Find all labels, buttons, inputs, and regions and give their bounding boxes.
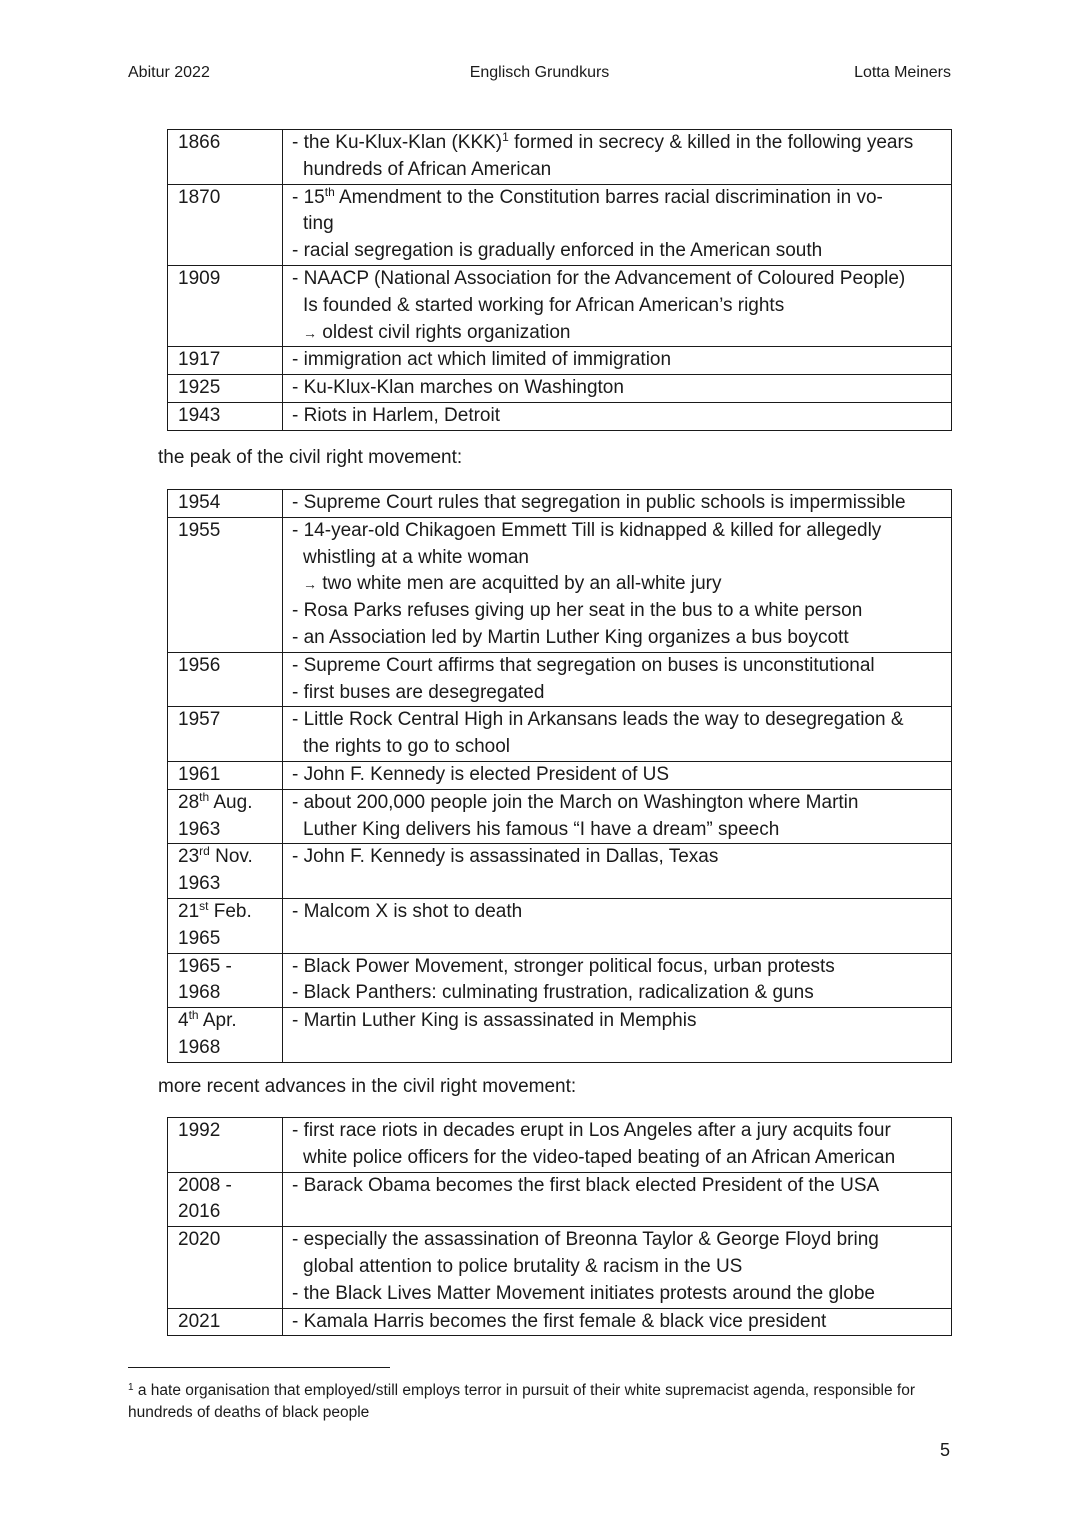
timeline-row	[168, 184, 952, 265]
event-line: global attention to police brutality & racism in the US	[303, 1255, 743, 1277]
timeline-row	[168, 1118, 952, 1173]
year-cell	[168, 1172, 283, 1227]
year-cell	[168, 265, 283, 346]
event-line: - Little Rock Central High in Arkansans leads the way to desegregation &	[292, 709, 904, 731]
year-line: 1965 -	[178, 955, 232, 977]
event-cell	[283, 265, 952, 346]
timeline-row	[168, 761, 952, 789]
year-cell	[168, 652, 283, 707]
year-line: 1870	[178, 186, 221, 208]
event-cell	[283, 1227, 952, 1308]
year-cell	[168, 789, 283, 844]
timeline-row	[168, 490, 952, 518]
year-cell	[168, 130, 283, 185]
event-line: Luther King delivers his famous “I have a dream” speech	[303, 818, 780, 840]
year-line: 2021	[178, 1310, 221, 1332]
timeline-table-recent	[167, 1117, 952, 1336]
section-title-recent: more recent advances in the civil right movement:	[158, 1076, 577, 1097]
event-line: whistling at a white woman	[303, 546, 529, 568]
year-cell	[168, 1227, 283, 1308]
year-cell	[168, 1008, 283, 1063]
header-center: Englisch Grundkurs	[469, 64, 610, 81]
timeline-row	[168, 789, 952, 844]
event-line: - Ku-Klux-Klan marches on Washington	[292, 377, 624, 399]
event-line: - John F. Kennedy is elected President of US	[292, 763, 670, 785]
arrow-right-icon: →	[303, 576, 317, 593]
event-cell	[283, 130, 952, 185]
year-cell	[168, 517, 283, 652]
timeline-row	[168, 265, 952, 346]
year-line: 2008 -	[178, 1174, 232, 1196]
year-line: 21st Feb.	[178, 898, 252, 922]
year-cell	[168, 347, 283, 375]
year-cell	[168, 761, 283, 789]
timeline-row	[168, 517, 952, 652]
event-cell	[283, 953, 952, 1008]
event-line: - Black Panthers: culminating frustration, radicalization & guns	[292, 982, 814, 1004]
event-line: - Supreme Court rules that segregation in public schools is impermissible	[292, 492, 906, 513]
event-line: - first buses are desegregated	[292, 681, 545, 703]
event-line: white police officers for the video-taped beating of an African American	[303, 1146, 896, 1168]
timeline-row	[168, 1308, 952, 1336]
timeline-row	[168, 652, 952, 707]
event-line: - about 200,000 people join the March on Washington where Martin	[292, 791, 859, 813]
year-line: 1963	[178, 818, 221, 840]
year-line: 28th Aug.	[178, 789, 253, 813]
year-cell	[168, 707, 283, 762]
footnote-divider	[128, 1367, 390, 1368]
event-cell	[283, 761, 952, 789]
arrow-right-icon: →	[303, 324, 317, 341]
event-cell	[283, 1008, 952, 1063]
year-line: 1917	[178, 349, 221, 371]
timeline-table-peak	[167, 489, 952, 1063]
event-line: - John F. Kennedy is assassinated in Dallas, Texas	[292, 846, 719, 868]
timeline-table-early	[167, 129, 952, 431]
event-line: - an Association led by Martin Luther King organizes a bus boycott	[292, 626, 849, 648]
year-line: 1955	[178, 519, 221, 541]
event-line: - Barack Obama becomes the first black elected President of the USA	[292, 1174, 880, 1196]
event-line: → oldest civil rights organization	[303, 321, 571, 343]
event-cell	[283, 402, 952, 430]
event-line: - NAACP (National Association for the Advancement of Coloured People)	[292, 267, 906, 289]
timeline-row	[168, 130, 952, 185]
timeline-row	[168, 347, 952, 375]
superscript: th	[199, 789, 210, 804]
event-line: → two white men are acquitted by an all-white jury	[303, 573, 722, 595]
year-cell	[168, 1118, 283, 1173]
timeline-row	[168, 1008, 952, 1063]
year-line: 1925	[178, 377, 221, 399]
page-number: 5	[940, 1440, 951, 1460]
event-line: - racial segregation is gradually enforced in the American south	[292, 240, 823, 262]
year-cell	[168, 375, 283, 403]
footnote-mark: 1	[128, 1382, 134, 1393]
year-cell	[168, 844, 283, 899]
superscript: st	[199, 898, 209, 913]
timeline-row	[168, 844, 952, 899]
timeline-row	[168, 375, 952, 403]
event-line: - especially the assassination of Breonna Taylor & George Floyd bring	[292, 1229, 879, 1251]
event-line: ting	[303, 213, 334, 235]
section-title-peak: the peak of the civil right movement:	[158, 447, 463, 468]
timeline-row	[168, 898, 952, 953]
event-cell	[283, 517, 952, 652]
event-line: - immigration act which limited of immigration	[292, 349, 672, 371]
year-line: 1866	[178, 132, 221, 153]
year-line: 2020	[178, 1229, 221, 1251]
year-cell	[168, 953, 283, 1008]
footnote	[128, 1380, 958, 1424]
event-line: - Martin Luther King is assassinated in Memphis	[292, 1010, 697, 1032]
year-line: 1957	[178, 709, 221, 731]
event-line: - Kamala Harris becomes the first female & black vice president	[292, 1310, 827, 1332]
superscript: 1	[502, 130, 509, 144]
event-line: the rights to go to school	[303, 736, 511, 758]
event-line: hundreds of African American	[303, 158, 552, 180]
year-line: 1954	[178, 492, 221, 513]
superscript: th	[188, 1008, 199, 1023]
event-cell	[283, 652, 952, 707]
event-cell	[283, 844, 952, 899]
event-cell	[283, 789, 952, 844]
timeline-row	[168, 1227, 952, 1308]
event-cell	[283, 490, 952, 518]
event-cell	[283, 347, 952, 375]
event-line: - Black Power Movement, stronger political focus, urban protests	[292, 955, 835, 977]
event-line: - 14-year-old Chikagoen Emmett Till is kidnapped & killed for allegedly	[292, 519, 882, 541]
event-cell	[283, 375, 952, 403]
event-line: - Riots in Harlem, Detroit	[292, 404, 500, 426]
footnote-text: a hate organisation that employed/still employs terror in pursuit of their white supremacist agenda, responsible for hundreds of deaths of black people	[128, 1382, 915, 1421]
year-line: 1968	[178, 982, 221, 1004]
event-line: - first race riots in decades erupt in Los Angeles after a jury acquits four	[292, 1120, 891, 1141]
year-cell	[168, 184, 283, 265]
year-line: 1992	[178, 1120, 221, 1141]
year-cell	[168, 1308, 283, 1336]
event-line: - Supreme Court affirms that segregation on buses is unconstitutional	[292, 654, 875, 676]
event-line: - Malcom X is shot to death	[292, 900, 523, 922]
year-line: 2016	[178, 1201, 221, 1223]
year-line: 1909	[178, 267, 221, 289]
event-cell	[283, 707, 952, 762]
event-line: - the Black Lives Matter Movement initiates protests around the globe	[292, 1282, 875, 1304]
timeline-row	[168, 707, 952, 762]
year-line: 1963	[178, 873, 221, 895]
superscript: rd	[199, 844, 210, 859]
timeline-row	[168, 402, 952, 430]
year-line: 4th Apr.	[178, 1008, 237, 1032]
year-line: 1965	[178, 927, 221, 949]
event-cell	[283, 898, 952, 953]
year-cell	[168, 402, 283, 430]
event-cell	[283, 1308, 952, 1336]
event-cell	[283, 1118, 952, 1173]
event-line: - the Ku-Klux-Klan (KKK)$^1$ formed in secrecy & killed in the following years	[292, 130, 914, 153]
year-line: 23rd Nov.	[178, 844, 253, 868]
timeline-row	[168, 953, 952, 1008]
event-line: Is founded & started working for African American’s rights	[303, 294, 785, 316]
year-cell	[168, 898, 283, 953]
event-cell	[283, 184, 952, 265]
year-line: 1943	[178, 404, 221, 426]
superscript: th	[324, 184, 335, 199]
header-right: Lotta Meiners	[854, 64, 951, 81]
year-line: 1956	[178, 654, 221, 676]
year-cell	[168, 490, 283, 518]
year-line: 1968	[178, 1036, 221, 1058]
event-line: - Rosa Parks refuses giving up her seat in the bus to a white person	[292, 600, 863, 622]
event-line: - 15th Amendment to the Constitution barres racial discrimination in vo-	[292, 184, 883, 208]
year-line: 1961	[178, 763, 221, 785]
header-left: Abitur 2022	[128, 64, 210, 81]
event-cell	[283, 1172, 952, 1227]
page-header	[128, 64, 951, 86]
timeline-row	[168, 1172, 952, 1227]
